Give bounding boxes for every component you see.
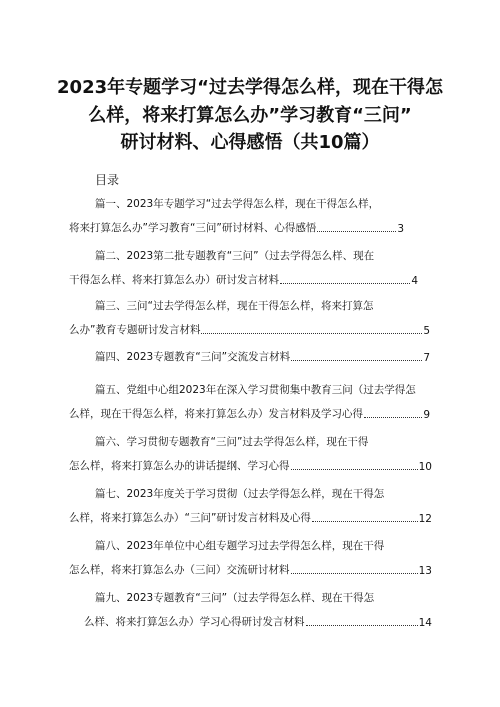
- toc-item-title-line-2: 么样、将来打算怎么办）学习心得研讨发言材料: [84, 616, 305, 628]
- toc-item-title-line-1: 篇一、2023年专题学习“过去学得怎么样，现在干得怎么样，: [95, 198, 380, 210]
- toc-page-number: 7: [423, 352, 430, 364]
- toc-leader-dots: [291, 360, 422, 361]
- toc-page-number: 3: [397, 223, 404, 235]
- document-title: [30, 74, 470, 157]
- toc-item-title: 篇四、2023专题教育“三问”交流发言材料: [95, 351, 291, 363]
- toc-leader-dots: [201, 333, 422, 334]
- toc-page-number: 13: [418, 565, 432, 577]
- toc-page-number: 5: [423, 325, 430, 337]
- title-line-3: 研讨材料、心得感悟（共10篇）: [120, 132, 380, 153]
- toc-item-title-line-1: 篇六、学习贯彻专题教育“三问”过去学得怎么样，现在干得: [95, 436, 369, 448]
- toc-heading: 目录: [95, 173, 120, 187]
- toc-leader-dots: [317, 231, 396, 232]
- toc-page-number: 9: [423, 409, 430, 421]
- title-line-1: 2023年专题学习“过去学得怎么样，现在干得怎: [57, 77, 443, 98]
- toc-item-title-line-2: 么样，将来打算怎么办）“三问”研讨发言材料及心得: [69, 512, 311, 524]
- toc-page-number: 12: [418, 513, 432, 525]
- toc-leader-dots: [280, 283, 410, 284]
- toc-item-title-line-2: 怎么样，将来打算怎么办的讲话提纲、学习心得: [69, 460, 290, 472]
- toc-leader-dots: [364, 417, 422, 418]
- toc-leader-dots: [306, 625, 418, 626]
- toc-page-number: 10: [418, 461, 432, 473]
- toc-item-title-line-1: 篇九、2023专题教育“三问”（过去学得怎么样、现在干得怎: [95, 592, 375, 604]
- toc-item-title-line-1: 篇三、三问“过去学得怎么样，现在干得怎么样，将来打算怎: [95, 300, 374, 312]
- toc-item-title-line-1: 篇七、2023年度关于学习贯彻（过去学得怎么样，现在干得怎: [95, 488, 385, 500]
- toc-leader-dots: [291, 573, 418, 574]
- toc-item-title-line-2: 么样，现在干得怎么样，将来打算怎么办）发言材料及学习心得: [69, 408, 363, 420]
- toc-item-title-line-1: 篇五、党组中心组2023年在深入学习贯彻集中教育三问（过去学得怎: [95, 384, 416, 396]
- toc-item-title-line-1: 篇二、2023第二批专题教育“三问”（过去学得怎么样、现在: [95, 250, 375, 262]
- toc-page-number: 14: [418, 617, 432, 629]
- toc-leader-dots: [291, 469, 418, 470]
- toc-item-title-line-2: 将来打算怎么办”学习教育“三问”研讨材料、心得感悟: [69, 222, 317, 234]
- toc-leader-dots: [312, 521, 418, 522]
- toc-item-title-line-2: 怎么样，将来打算怎么办（三问）交流研讨材料: [69, 564, 290, 576]
- toc-item-title-line-1: 篇八、2023年单位中心组专题学习过去学得怎么样，现在干得: [95, 540, 385, 552]
- title-line-2: 么样，将来打算怎么办”学习教育“三问”: [88, 104, 412, 126]
- toc-item-title-line-2: 么办”教育专题研讨发言材料: [69, 324, 201, 336]
- toc-item-title-line-2: 干得怎么样、将来打算怎么办）研讨发言材料: [69, 274, 279, 286]
- toc-page-number: 4: [411, 275, 418, 287]
